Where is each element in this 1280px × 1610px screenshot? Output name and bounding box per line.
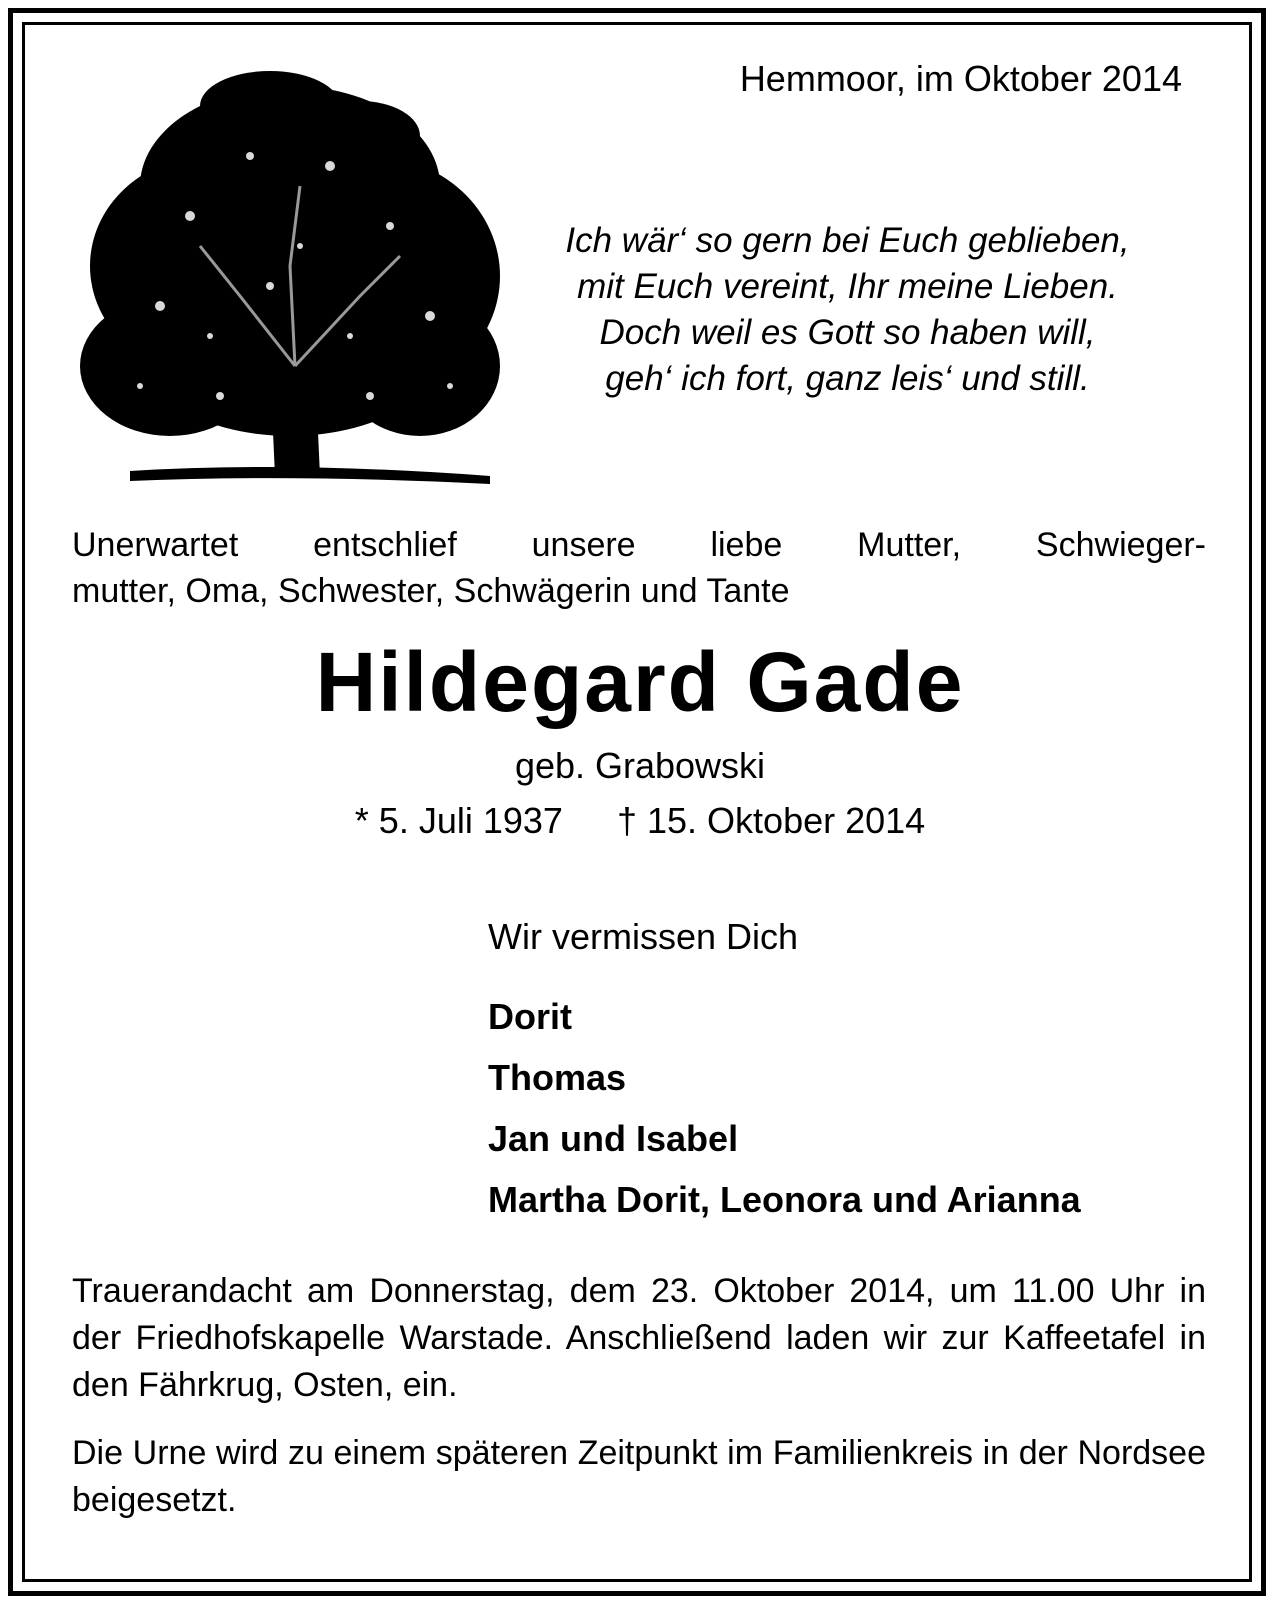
poem [505, 218, 1190, 402]
birth-date: * 5. Juli 1937 [354, 800, 563, 841]
place-date: Hemmoor, im Oktober 2014 [739, 58, 1182, 99]
service-notice: Trauerandacht am Donnerstag, dem 23. Oktober 2014, um 11.00 Uhr in der Friedhofskapelle Warstade. Anschließend laden wir zur Kaffeetafel in den Fährkrug, Osten, ein. [72, 1272, 1206, 1404]
intro-text [72, 522, 1206, 614]
mourner-name: Jan und Isabel [488, 1118, 739, 1159]
intro-line: Unerwartet entschlief unsere liebe Mutter, Schwieger- [72, 526, 1206, 564]
mourners [488, 916, 1081, 1230]
mourners-intro: Wir vermissen Dich [488, 916, 799, 957]
life-dates [0, 800, 1280, 842]
mourners-list [488, 986, 1081, 1230]
poem-line: geh‘ ich fort, ganz leis‘ und still. [605, 359, 1090, 398]
poem-line: Doch weil es Gott so haben will, [599, 313, 1096, 352]
poem-line: Ich wär‘ so gern bei Euch geblieben, [565, 221, 1130, 260]
deceased-name: Hildegard Gade [315, 635, 965, 729]
urn-notice: Die Urne wird zu einem späteren Zeitpunkt im Familienkreis in der Nordsee beigesetzt. [72, 1434, 1206, 1519]
death-date: † 15. Oktober 2014 [616, 800, 926, 841]
mourner-name: Martha Dorit, Leonora und Arianna [488, 1179, 1081, 1220]
mourner-name: Dorit [488, 996, 572, 1037]
intro-line: mutter, Oma, Schwester, Schwägerin und Tante [72, 572, 790, 610]
mourner-name: Thomas [488, 1057, 627, 1098]
poem-line: mit Euch vereint, Ihr meine Lieben. [577, 267, 1118, 306]
born-name: geb. Grabowski [514, 745, 766, 786]
tree-icon [70, 66, 510, 496]
